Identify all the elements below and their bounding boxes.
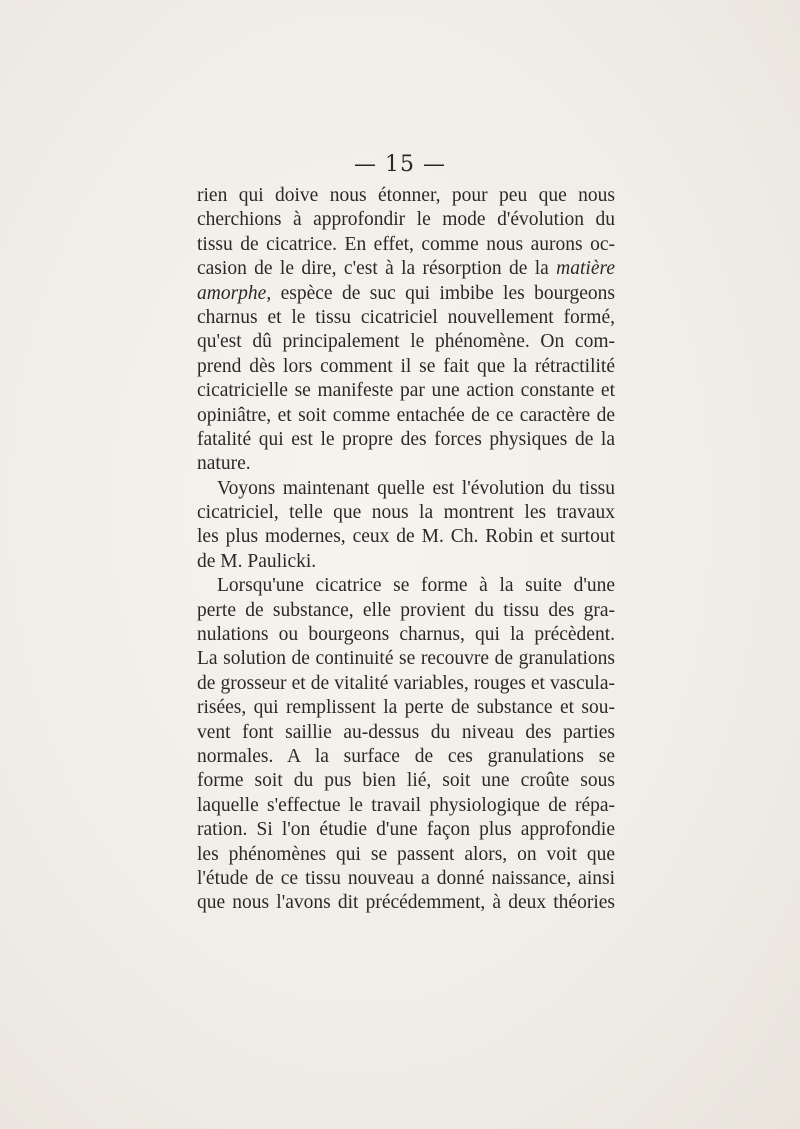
text-line (197, 721, 615, 745)
line-text: fatalité qui est le propre des forces physiques de la (197, 428, 615, 450)
line-text: cicatriciel, telle que nous la montrent les travaux (197, 502, 615, 524)
text-line (197, 574, 615, 598)
line-text: , espèce de suc qui imbibe les bourgeons (266, 282, 615, 304)
italic-term: amorphe (197, 282, 267, 304)
line-text: tissu de cicatrice. En effet, comme nous aurons oc- (197, 233, 615, 255)
text-line (197, 843, 615, 867)
line-text: perte de substance, elle provient du tissu des gra- (197, 599, 615, 621)
line-text: rien qui doive nous étonner, pour peu que nous (197, 185, 615, 206)
text-line (197, 623, 615, 647)
line-text: que nous l'avons dit précédemment, à deux théories (197, 892, 615, 914)
line-text: opiniâtre, et soit comme entachée de ce caractère de (197, 404, 615, 426)
text-line (197, 282, 615, 306)
line-text: charnus et le tissu cicatriciel nouvellement formé, (197, 306, 615, 328)
line-text: normales. A la surface de ces granulations se (197, 745, 615, 767)
text-line (197, 428, 615, 452)
text-line (197, 477, 615, 501)
line-text: les phénomènes qui se passent alors, on voit que (197, 843, 615, 865)
text-line (197, 330, 615, 354)
line-text: les plus modernes, ceux de M. Ch. Robin et surtout (197, 526, 615, 548)
line-text: La solution de continuité se recouvre de granulations (197, 648, 615, 670)
line-text: de M. Paulicki. (197, 550, 317, 572)
line-text: laquelle s'effectue le travail physiologique de répa- (197, 794, 615, 816)
line-text: l'étude de ce tissu nouveau a donné naissance, ainsi (197, 867, 615, 889)
text-line (197, 208, 615, 232)
line-text: vent font saillie au-dessus du niveau des parties (197, 721, 615, 743)
line-text: prend dès lors comment il se fait que la rétractilité (197, 355, 615, 377)
text-line (197, 452, 615, 476)
text-line (197, 794, 615, 818)
line-text: qu'est dû principalement le phénomène. On com- (197, 331, 615, 353)
text-line (197, 696, 615, 720)
line-text: cherchions à approfondir le mode d'évolution du (197, 209, 615, 231)
text-line (197, 355, 615, 379)
text-line (197, 769, 615, 793)
text-line (197, 525, 615, 549)
text-line (197, 257, 615, 281)
body-text (197, 184, 615, 916)
text-line (197, 550, 615, 574)
text-line (197, 306, 615, 330)
text-line (197, 379, 615, 403)
line-text: forme soit du pus bien lié, soit une croûte sous (197, 770, 615, 792)
text-line (197, 745, 615, 769)
line-text: nulations ou bourgeons charnus, qui la précèdent. (197, 624, 615, 646)
line-text: casion de le dire, c'est à la résorption de la (197, 258, 557, 280)
italic-term: matière (556, 258, 615, 280)
text-line (197, 672, 615, 696)
text-line (197, 233, 615, 257)
text-line (197, 184, 615, 208)
line-text: cicatricielle se manifeste par une action constante et (197, 380, 615, 402)
text-line (197, 599, 615, 623)
line-text: ration. Si l'on étudie d'une façon plus approfondie (197, 819, 615, 841)
text-line (197, 501, 615, 525)
text-line (197, 404, 615, 428)
page-number: — 15 — (354, 152, 446, 177)
text-line (197, 891, 615, 915)
line-text: nature. (197, 453, 251, 475)
text-line (197, 867, 615, 891)
line-text: Lorsqu'une cicatrice se forme à la suite d'une (217, 575, 615, 597)
text-line (197, 647, 615, 671)
text-line (197, 818, 615, 842)
line-text: risées, qui remplissent la perte de substance et sou- (197, 697, 615, 719)
line-text: Voyons maintenant quelle est l'évolution du tissu (217, 477, 615, 499)
line-text: de grosseur et de vitalité variables, rouges et vascula- (197, 672, 615, 694)
